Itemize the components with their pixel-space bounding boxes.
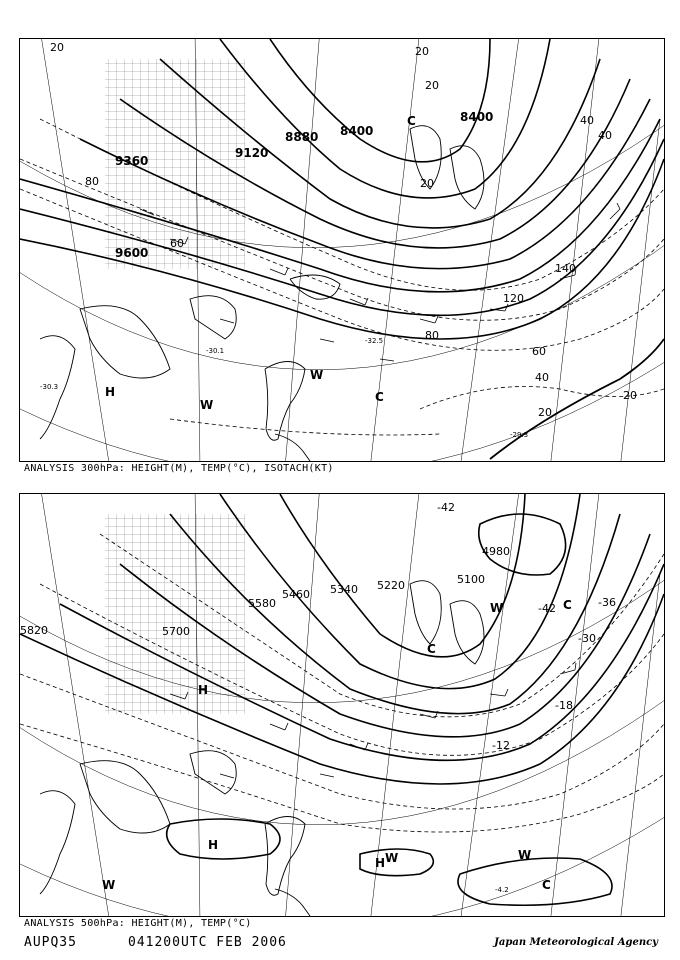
warm-center-500-1: W	[102, 878, 116, 892]
isotach-label-14: 40	[598, 129, 612, 142]
warm-center-300-2: W	[310, 368, 324, 382]
isotach-label-1: 20	[50, 41, 64, 54]
height-label-500-4: 5460	[282, 588, 310, 601]
height-label-500-8: 4980	[482, 545, 510, 558]
isotach-label-9: 60	[532, 345, 546, 358]
height-label-500-3: 5580	[248, 597, 276, 610]
temp-label-500-5: -18	[555, 699, 573, 712]
height-label-500-6: 5220	[377, 579, 405, 592]
temp-label-300-4: -30.3	[40, 383, 59, 391]
high-center-500-3: H	[198, 683, 209, 697]
isotach-label-2: 20	[415, 45, 429, 58]
height-label-300-2: 8880	[285, 130, 319, 144]
height-label-300-1: 8400	[460, 110, 494, 124]
jet-boundary	[490, 339, 664, 459]
temp-label-300-2: -30.1	[206, 347, 225, 355]
agency-name: Japan Meteorological Agency	[494, 937, 658, 948]
analysis-datetime: 041200UTC FEB 2006	[128, 935, 287, 950]
cold-center-500-3: C	[563, 598, 572, 612]
warm-center-500-4: W	[490, 601, 504, 615]
temp-label-300-3: -32.5	[365, 337, 384, 345]
height-label-500-7: 5100	[457, 573, 485, 586]
temp-label-500-2: -42	[538, 602, 556, 615]
cold-center-300-1: C	[375, 390, 384, 404]
map-500hpa-svg	[20, 494, 664, 916]
isotach-label-12: 20	[623, 389, 637, 402]
temp-label-500-3: -36	[598, 596, 616, 609]
height-label-500-2: 5700	[162, 625, 190, 638]
map-300hpa-svg	[20, 39, 664, 461]
isotach-label-8: 80	[425, 329, 439, 342]
caption-500hpa: ANALYSIS 500hPa: HEIGHT(M), TEMP(°C)	[24, 918, 252, 929]
isotach-label-15: 60	[170, 237, 184, 250]
chart-id: AUPQ35	[24, 935, 77, 950]
height-label-300-6: 9600	[115, 246, 149, 260]
isotach-label-10: 40	[535, 371, 549, 384]
temp-label-300-1: -29.3	[510, 431, 529, 439]
caption-300hpa: ANALYSIS 300hPa: HEIGHT(M), TEMP(°C), ISOTACH(KT)	[24, 463, 334, 474]
isotach-label-4: 40	[580, 114, 594, 127]
warm-center-500-3: W	[518, 848, 532, 862]
warm-center-500-2: W	[385, 851, 399, 865]
height-label-300-4: 9120	[235, 146, 269, 160]
cold-center-500-1: C	[427, 642, 436, 656]
high-center-500-1: H	[208, 838, 219, 852]
map-panel-300hpa	[19, 38, 665, 462]
map-panel-500hpa	[19, 493, 665, 917]
height-label-300-3: 8400	[340, 124, 374, 138]
high-center-500-2: H	[375, 856, 386, 870]
cold-center-500-2: C	[542, 878, 551, 892]
height-label-300-5: 9360	[115, 154, 149, 168]
height-label-500-5: 5340	[330, 583, 358, 596]
isotach-label-5: 80	[85, 175, 99, 188]
isotach-label-11: 20	[538, 406, 552, 419]
isotach-label-7: 140	[555, 262, 576, 275]
temp-label-500-6: -12	[492, 739, 510, 752]
high-center-300: H	[105, 385, 116, 399]
isotach-label-3: 20	[425, 79, 439, 92]
isotach-label-6: 120	[503, 292, 524, 305]
temp-label-500-7: -4.2	[495, 886, 509, 894]
temp-label-500-1: -42	[437, 501, 455, 514]
warm-center-300-1: W	[200, 398, 214, 412]
height-label-500-1: 5820	[20, 624, 48, 637]
hatched-region	[105, 514, 245, 714]
temp-label-500-4: -30	[578, 632, 596, 645]
cold-center-300-2: C	[407, 114, 416, 128]
isotach-label-13: 20	[420, 177, 434, 190]
